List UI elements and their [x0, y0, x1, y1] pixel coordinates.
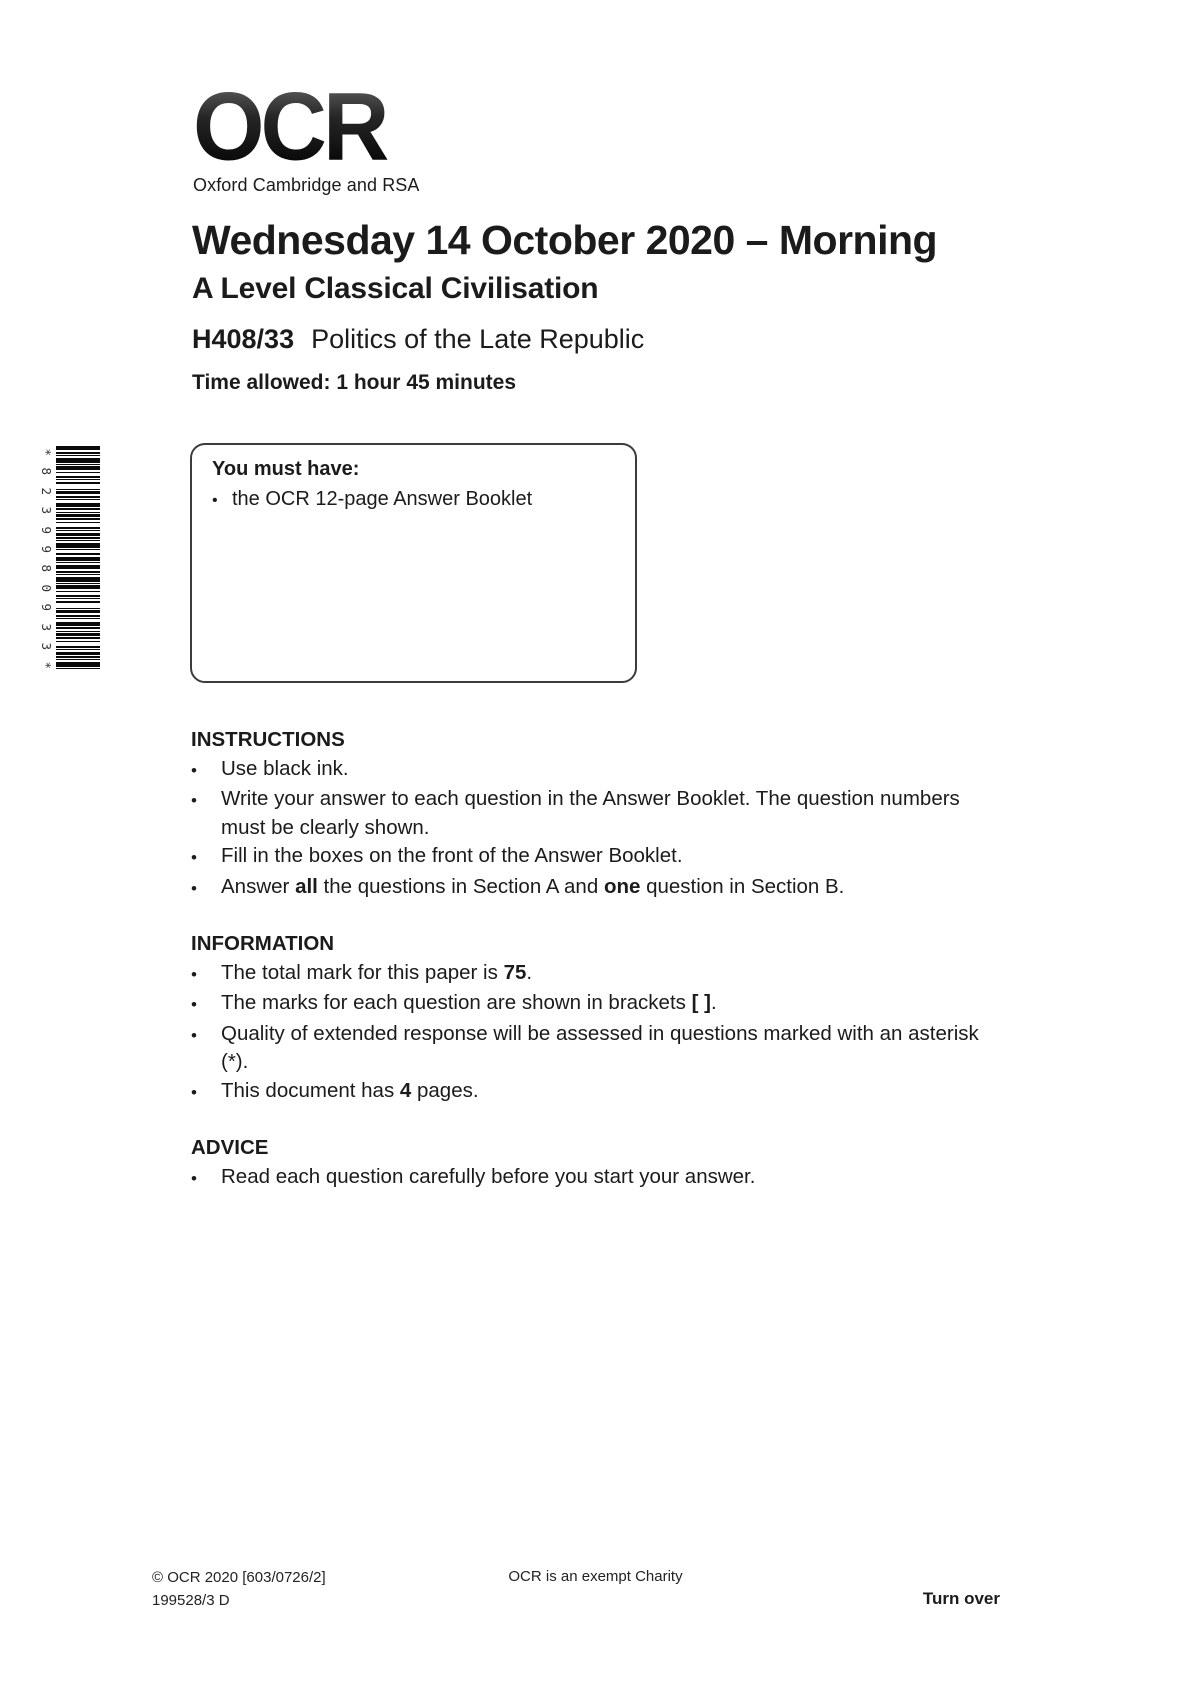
- ocr-logo-tagline: Oxford Cambridge and RSA: [193, 175, 420, 196]
- barcode-digit: 3: [38, 623, 54, 631]
- bullet-icon: •: [191, 1025, 197, 1045]
- barcode-digit: 9: [38, 603, 54, 612]
- bullet-icon: •: [191, 964, 197, 984]
- bullet-item: [191, 989, 981, 1020]
- text: .: [710, 991, 717, 1014]
- paper-code: H408/33: [192, 324, 295, 354]
- bullet-item: [191, 1020, 981, 1077]
- barcode-digit: 3: [38, 642, 54, 651]
- text: Write your answer to each question in the Answer Booklet. The question numbers must be clearly shown.: [221, 787, 960, 839]
- must-have-item: [212, 486, 615, 514]
- bullet-icon: •: [191, 848, 197, 867]
- paper-code-line: [192, 324, 644, 355]
- barcode-digit: 9: [38, 526, 54, 534]
- ocr-logo-text: OCR: [193, 86, 420, 168]
- barcode-digit: 8: [38, 467, 54, 476]
- bullet-item-text: [221, 842, 981, 873]
- bullet-icon: •: [191, 760, 197, 780]
- page-title: Wednesday 14 October 2020 – Morning: [192, 217, 938, 263]
- text: Fill in the boxes on the front of the Answer Booklet.: [221, 844, 683, 867]
- barcode-gap: [56, 669, 100, 672]
- must-have-item-text: the OCR 12-page Answer Booklet: [232, 488, 533, 510]
- section-bullet-list: [191, 1163, 981, 1194]
- footer-charity-note: OCR is an exempt Charity: [508, 1568, 683, 1585]
- text: The marks for each question are shown in brackets: [221, 991, 692, 1014]
- text: pages.: [411, 1078, 479, 1102]
- bold-text: 4: [399, 1078, 412, 1102]
- text: the questions in Section A and: [317, 874, 604, 898]
- barcode-digit: *: [38, 661, 54, 670]
- barcode-digit: 9: [38, 545, 54, 554]
- bullet-item: [191, 785, 981, 842]
- bullet-item-text: [221, 755, 981, 786]
- bullet-icon: •: [212, 492, 218, 509]
- footer-copyright: © OCR 2020 [603/0726/2]: [152, 1569, 326, 1586]
- section-heading: ADVICE: [191, 1136, 269, 1159]
- bullet-icon: •: [191, 1082, 197, 1102]
- text: question in Section B.: [640, 874, 845, 898]
- bullet-icon: •: [191, 995, 197, 1014]
- exam-level-title: A Level Classical Civilisation: [192, 272, 599, 305]
- section-advice: [191, 1134, 981, 1193]
- bullet-item-text: [221, 1163, 981, 1194]
- section-bullet-list: [191, 959, 981, 1108]
- bold-text: all: [295, 874, 318, 898]
- text: Quality of extended response will be assessed in questions marked with an asterisk (*).: [221, 1021, 979, 1073]
- bold-text: [ ]: [691, 991, 711, 1014]
- text: This document has: [221, 1078, 400, 1102]
- barcode-bars: [56, 446, 100, 672]
- bullet-item-text: [221, 1020, 981, 1077]
- paper-title: Politics of the Late Republic: [311, 324, 645, 354]
- bullet-item-text: [221, 989, 981, 1020]
- bullet-icon: •: [191, 1168, 197, 1188]
- bold-text: one: [603, 874, 641, 898]
- barcode-digit: 0: [38, 584, 54, 592]
- must-have-box: [190, 443, 637, 683]
- bullet-item-text: [221, 785, 981, 842]
- bullet-item: [191, 873, 981, 904]
- sections: [191, 726, 981, 1193]
- bullet-item: [191, 1077, 981, 1108]
- text: Use black ink.: [221, 756, 349, 780]
- bold-text: 75: [503, 960, 527, 984]
- bullet-icon: •: [191, 878, 197, 898]
- turn-over-label: Turn over: [922, 1589, 1000, 1608]
- text: The total mark for this paper is: [221, 960, 504, 984]
- section-heading: INFORMATION: [191, 932, 335, 955]
- section-heading: INSTRUCTIONS: [191, 728, 345, 751]
- bullet-item-text: [221, 959, 981, 990]
- bullet-item: [191, 1163, 981, 1194]
- text: Answer: [221, 874, 296, 898]
- must-have-list: [212, 486, 615, 514]
- bullet-item-text: [221, 1077, 981, 1108]
- bullet-item: [191, 755, 981, 786]
- barcode-digit: 2: [38, 487, 54, 495]
- bullet-item: [191, 959, 981, 990]
- footer-ref: 199528/3 D: [152, 1592, 230, 1609]
- section-information: [191, 930, 981, 1107]
- bullet-item-text: [221, 873, 981, 904]
- barcode-digit: 8: [38, 564, 54, 573]
- barcode: [38, 446, 100, 672]
- text: Read each question carefully before you start your answer.: [221, 1164, 756, 1188]
- barcode-digits: [38, 446, 53, 672]
- barcode-digit: *: [38, 448, 54, 457]
- section-instructions: [191, 726, 981, 903]
- section-bullet-list: [191, 755, 981, 904]
- time-allowed: Time allowed: 1 hour 45 minutes: [192, 371, 517, 394]
- bullet-icon: •: [191, 791, 197, 810]
- bullet-item: [191, 842, 981, 873]
- ocr-logo: [193, 73, 420, 196]
- barcode-digit: 3: [38, 506, 54, 515]
- text: .: [526, 960, 533, 984]
- must-have-heading: You must have:: [212, 458, 360, 480]
